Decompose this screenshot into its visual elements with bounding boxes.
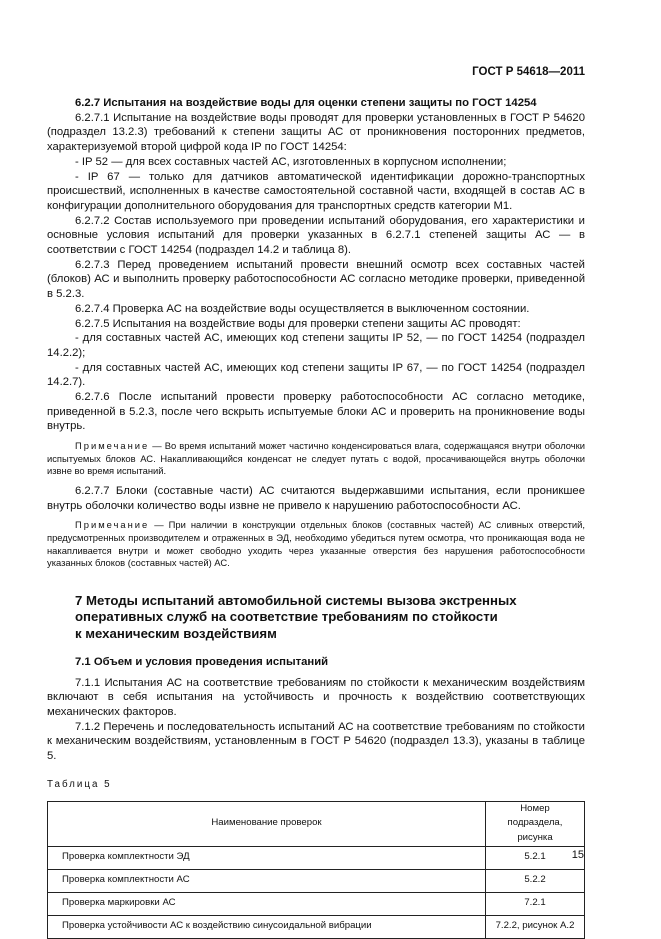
table-header-row	[48, 801, 585, 846]
page-content	[47, 96, 585, 939]
paragraph-7-1-2: 7.1.2 Перечень и последовательность испытаний АС на соответствие требованиям по стойкости к механическим воздействиям, установленным в ГОСТ Р 54620 (подраздел 13.3), указаны в таблице 5.	[47, 720, 585, 763]
table-cell-ref: 7.2.2, рисунок А.2	[486, 915, 585, 938]
section-7-1-title: 7.1 Объем и условия проведения испытаний	[75, 655, 329, 668]
table-5	[47, 801, 585, 939]
paragraph-6-2-7-6: 6.2.7.6 После испытаний провести проверку работоспособности АС согласно методике, приведенной в 5.2.3, после чего вскрыть испытуемые блоки АС и проверить на проникновение воды внутрь.	[47, 391, 585, 433]
table-cell-name: Проверка комплектности АС	[48, 869, 486, 892]
paragraph-6-2-7-4: 6.2.7.4 Проверка АС на воздействие воды осуществляется в выключенном состоянии.	[75, 302, 530, 315]
table-row	[48, 915, 585, 938]
paragraph-6-2-7-1: 6.2.7.1 Испытание на воздействие воды проводят для проверки установленных в ГОСТ Р 54620 (подраздел 13.2.3) требований к степени защиты АС от проникновения посторонних предметов, характеризуемой второй цифрой кода IP по ГОСТ 14254:	[47, 111, 585, 154]
table-cell-name: Проверка комплектности ЭД	[48, 846, 486, 869]
table-cell-name: Проверка устойчивости АС к воздействию синусоидальной вибрации	[48, 915, 486, 938]
note-2-label: Примечание	[75, 519, 150, 531]
paragraph-7-1-1: 7.1.1 Испытания АС на соответствие требованиям по стойкости к механическим воздействиям включают в себя испытания на устойчивость и прочность к воздействию соответствующих механических факторов.	[47, 676, 585, 719]
table-header-name: Наименование проверок	[48, 801, 486, 846]
table-header-ref	[486, 801, 585, 846]
section-6-2-7-title: 6.2.7 Испытания на воздействие воды для оценки степени защиты по ГОСТ 14254	[75, 97, 537, 109]
table-caption: Таблица 5	[47, 778, 112, 790]
table-header-ref-line-1: Номер подраздела,	[507, 802, 563, 829]
list-item-ip67-test: - для составных частей АС, имеющих код степени защиты IP 67, — по ГОСТ 14254 (подраздел 14.2.7).	[47, 361, 585, 389]
paragraph-6-2-7-3: 6.2.7.3 Перед проведением испытаний провести внешний осмотр всех составных частей (блоков) АС и выполнить проверку работоспособности АС согласно методике проверки, приведенной в 5.2.3.	[47, 258, 585, 301]
note-1-label: Примечание	[75, 440, 150, 452]
table-row	[48, 892, 585, 915]
section-7-title-line-3: к механическим воздействиям	[75, 625, 277, 641]
table-row	[48, 846, 585, 869]
section-7-title-line-2: оперативных служб на соответствие требованиям по стойкости	[75, 609, 498, 625]
table-cell-ref: 7.2.1	[486, 892, 585, 915]
table-row	[48, 869, 585, 892]
note-1-text: — Во время испытаний может частично конденсироваться влага, содержащаяся внутри оболочки испытуемых блоков АС. Накапливающийся конденсат не следует путать с водой, просачивающейся внутрь оболочки извне во время испытаний.	[47, 440, 585, 477]
table-header-ref-line-2: рисунка	[517, 831, 553, 843]
paragraph-6-2-7-2: 6.2.7.2 Состав используемого при проведении испытаний оборудования, его характеристики и основные условия испытаний для проверки указанных в 6.2.7.1 степеней защиты АС — в соответствии с ГОСТ 14254 (подраздел 14.2 и таблица 8).	[47, 214, 585, 257]
list-item-ip52: - IP 52 — для всех составных частей АС, изготовленных в корпусном исполнении;	[75, 155, 507, 168]
section-7-title	[75, 593, 585, 642]
page-number: 15	[571, 849, 584, 861]
paragraph-6-2-7-7: 6.2.7.7 Блоки (составные части) АС считаются выдержавшими испытания, если проникшее внутрь оболочки количество воды извне не привело к нарушению работоспособности АС.	[47, 484, 585, 512]
table-cell-ref: 5.2.1	[486, 846, 585, 869]
note-2	[47, 519, 585, 569]
note-2-text: — При наличии в конструкции отдельных блоков (составных частей) АС сливных отверстий, предусмотренных производителем и отраженных в ЭД, необходимо убедиться путем осмотра, что проникающая вода не накапливается внутри и может свободно уходить через указанные отверстия без нарушения работоспособности указанных блоков (составных частей) АС.	[47, 519, 585, 569]
table-cell-ref: 5.2.2	[486, 869, 585, 892]
section-7-title-line-1: 7 Методы испытаний автомобильной системы вызова экстренных	[75, 592, 517, 608]
paragraph-6-2-7-5: 6.2.7.5 Испытания на воздействие воды для проверки степени защиты АС проводят:	[75, 317, 521, 330]
document-header: ГОСТ Р 54618—2011	[472, 66, 585, 78]
list-item-ip67: - IP 67 — только для датчиков автоматической идентификации дорожно-транспортных происшествий, исполненных в качестве самостоятельной составной части, входящей в состав АС в конфигурации дополнительного оборудования для транспортных средств категории М1.	[47, 170, 585, 212]
list-item-ip52-test: - для составных частей АС, имеющих код степени защиты IP 52, — по ГОСТ 14254 (подраздел 14.2.2);	[47, 332, 585, 359]
note-1	[47, 440, 585, 478]
table-cell-name: Проверка маркировки АС	[48, 892, 486, 915]
